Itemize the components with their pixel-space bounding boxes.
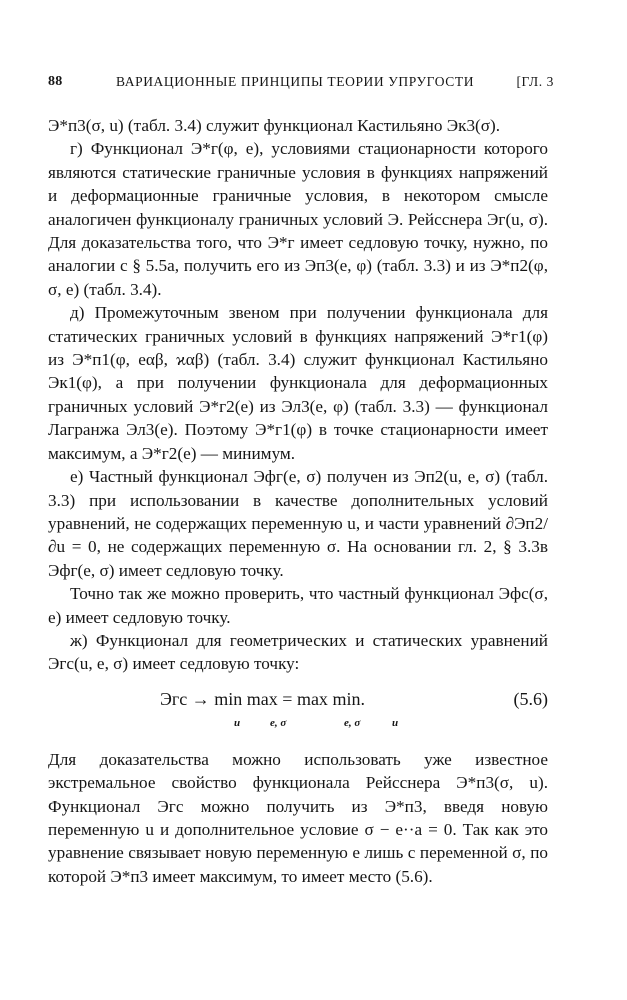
- eq-max-1: max: [246, 688, 278, 709]
- equation-main: [160, 688, 365, 711]
- eq-max-2: max: [296, 688, 328, 709]
- chapter-label: [ГЛ. 3: [516, 74, 554, 89]
- page-header: [48, 70, 554, 94]
- eq-arrow: →: [191, 688, 210, 709]
- eq-min-1: min: [214, 688, 243, 709]
- running-title: ВАРИАЦИОННЫЕ ПРИНЦИПЫ ТЕОРИИ УПРУГОСТИ: [116, 74, 475, 89]
- paragraph-proof: Для доказательства можно использовать уже известное экстремальное свойство функционала Рейсснера Э*п3(σ, u). Функционал Эгс можно получить из Э*п3, введя новую переменную u и дополнительное условие σ − e··a = 0. Так как это уравнение связывает новую переменную e лишь с переменной σ, по которой Э*п3 имеет максимум, то имеет место (5.6).: [48, 749, 548, 886]
- eq-equals: =: [282, 688, 293, 709]
- eq-sub-min-1: u: [234, 716, 241, 729]
- paragraph-similarly: Точно так же можно проверить, что частный функционал Эфс(σ, e) имеет седловую точку.: [48, 584, 548, 627]
- eq-lhs: Эгс: [160, 688, 188, 709]
- equation-5-6: [48, 678, 548, 736]
- eq-sub-max-1: e, σ: [270, 716, 287, 729]
- page-body: [48, 114, 548, 888]
- equation-number: (5.6): [513, 688, 548, 709]
- eq-sub-max-2: e, σ: [344, 716, 361, 729]
- paragraph-d: д) Промежуточным звеном при получении функционала для статических граничных условий в функциях напряжений Э*г1(φ) из Э*п1(φ, eαβ, ϰαβ) (табл. 3.4) служит функционал Кастильяно Эк1(φ), а при получении функционала для деформационных граничных условий Э*г2(e) из Эл3(e, φ) (табл. 3.3) — функционал Лагранжа Эл3(e). Поэтому Э*г1(φ) в точке стационарности имеет максимум, а Э*г2(e) — минимум.: [48, 303, 548, 463]
- book-page: [48, 70, 554, 888]
- paragraph-g: г) Функционал Э*г(φ, e), условиями стационарности которого являются статические граничные условия в функциях напряжений и деформационные граничные условия, в некотором смысле аналогичен функционалу граничных условий Э. Рейсснера Эг(u, σ). Для доказательства того, что Э*г имеет седловую точку, нужно, по аналогии с § 5.5а, получить его из Эп3(e, φ) (табл. 3.3) и из Э*п2(φ, σ, e) (табл. 3.4).: [48, 139, 548, 299]
- eq-sub-min-2: u: [392, 716, 399, 729]
- paragraph-1: Э*п3(σ, u) (табл. 3.4) служит функционал Кастильяно Эк3(σ).: [48, 116, 501, 135]
- paragraph-e: е) Частный функционал Эфг(e, σ) получен из Эп2(u, e, σ) (табл. 3.3) при использовании в качестве дополнительных условий уравнений, не содержащих переменную u, и части уравнений ∂Эп2/∂u = 0, не содержащих переменную σ. На основании гл. 2, § 3.3в Эфг(e, σ) имеет седловую точку.: [48, 467, 548, 580]
- paragraph-zh: ж) Функционал для геометрических и статических уравнений Эгс(u, e, σ) имеет седловую точку:: [48, 630, 548, 674]
- page-number: 88: [48, 74, 63, 89]
- eq-min-2: min.: [332, 688, 365, 709]
